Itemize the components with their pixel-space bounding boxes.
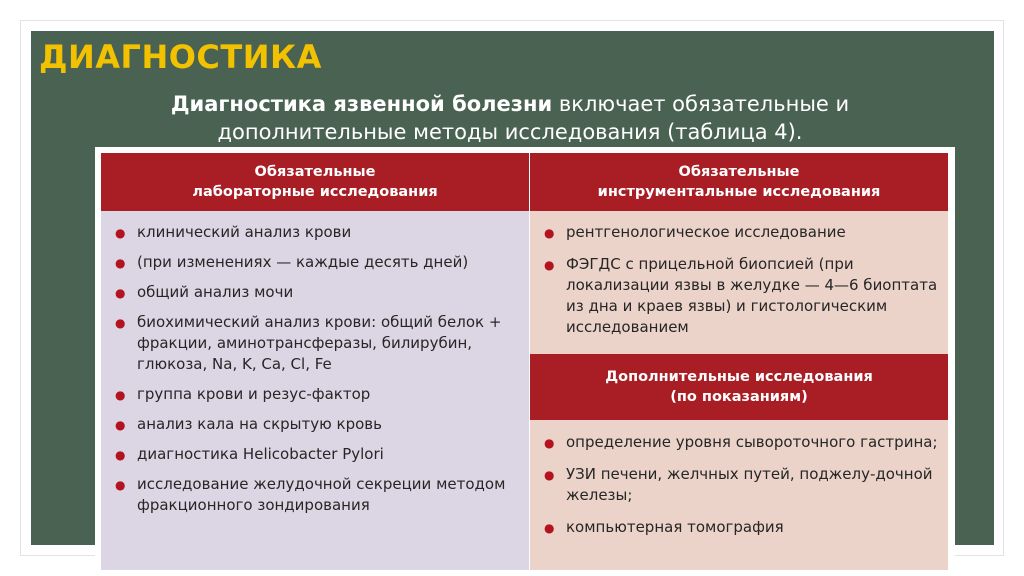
- additional-tests-list: [530, 420, 948, 538]
- item-text: ФЭГДС с прицельной биопсией (при локализации язвы в желудке — 4—6 биоптата из дна и краев язвы) и гистологическим исследованием: [566, 255, 938, 336]
- bullet-icon: ●: [544, 258, 555, 272]
- list-item: [115, 474, 521, 516]
- item-text: группа крови и резус-фактор: [137, 385, 371, 403]
- item-text: (при изменениях — каждые десять дней): [137, 253, 469, 271]
- list-item: [115, 222, 521, 243]
- bullet-icon: ●: [115, 286, 126, 300]
- lab-tests-list: [101, 211, 529, 516]
- list-item: [544, 222, 940, 243]
- list-item: [544, 464, 940, 506]
- lab-tests-header: [101, 153, 529, 211]
- item-text: определение уровня сывороточного гастрина;: [566, 433, 938, 451]
- instrumental-tests-header: [530, 153, 948, 211]
- bullet-icon: ●: [544, 468, 555, 482]
- subtitle-bold: Диагностика язвенной болезни: [170, 92, 553, 116]
- bullet-icon: ●: [115, 316, 126, 330]
- list-item: [115, 252, 521, 273]
- bullet-icon: ●: [115, 226, 126, 240]
- bullet-icon: ●: [115, 478, 126, 492]
- list-item: [115, 384, 521, 405]
- item-text: диагностика Helicobacter Pylori: [137, 445, 384, 463]
- bullet-icon: ●: [115, 448, 126, 462]
- item-text: рентгенологическое исследование: [566, 223, 846, 241]
- header-line: (по показаниям): [670, 389, 808, 405]
- item-text: исследование желудочной секреции методом фракционного зондирования: [137, 475, 506, 514]
- list-item: [544, 432, 940, 453]
- bullet-icon: ●: [544, 436, 555, 450]
- additional-tests-header: [530, 354, 948, 420]
- bullet-icon: ●: [115, 418, 126, 432]
- bullet-icon: ●: [544, 226, 555, 240]
- instrumental-tests-body: [530, 211, 948, 354]
- list-item: [544, 517, 940, 538]
- item-text: общий анализ мочи: [137, 283, 294, 301]
- header-line: Дополнительные исследования: [605, 369, 873, 385]
- item-text: УЗИ печени, желчных путей, поджелу-дочной железы;: [566, 465, 933, 504]
- item-text: биохимический анализ крови: общий белок + фракции, аминотрансферазы, билирубин, глюкоза, Na, K, Ca, Cl, Fe: [137, 313, 502, 373]
- slide-subtitle: [130, 90, 890, 146]
- list-item: [115, 414, 521, 435]
- bullet-icon: ●: [115, 388, 126, 402]
- list-item: [115, 444, 521, 465]
- lab-tests-column: [101, 153, 529, 570]
- additional-tests-body: [530, 420, 948, 570]
- instrumental-tests-list: [530, 211, 948, 338]
- header-line: Обязательные: [678, 164, 800, 180]
- header-line: лабораторные исследования: [192, 184, 438, 200]
- list-item: [544, 254, 940, 338]
- list-item: [115, 312, 521, 375]
- bullet-icon: ●: [544, 521, 555, 535]
- slide-title: ДИАГНОСТИКА: [39, 38, 322, 76]
- subtitle-rest: включает обязательные и дополнительные методы исследования (таблица 4).: [217, 92, 850, 144]
- bullet-icon: ●: [115, 256, 126, 270]
- header-line: инструментальные исследования: [597, 184, 881, 200]
- list-item: [115, 282, 521, 303]
- item-text: анализ кала на скрытую кровь: [137, 415, 382, 433]
- item-text: компьютерная томография: [566, 518, 784, 536]
- header-line: Обязательные: [254, 164, 376, 180]
- item-text: клинический анализ крови: [137, 223, 352, 241]
- instrumental-tests-column: [530, 153, 948, 570]
- diagnostics-table: [95, 147, 955, 576]
